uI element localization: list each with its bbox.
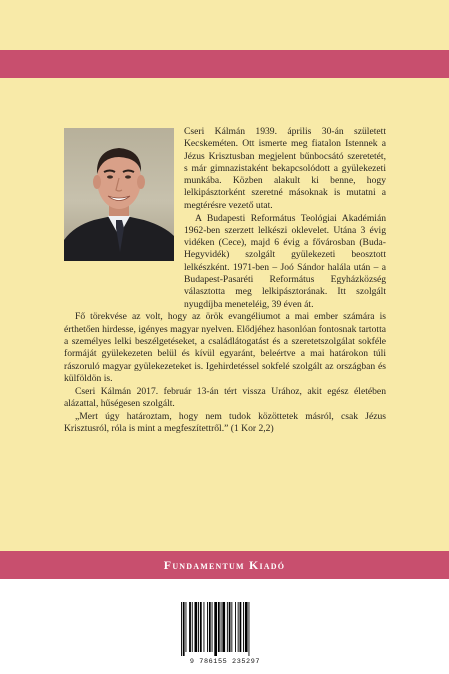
bio-paragraph-1: Cseri Kálmán 1939. április 30-án született Kecskeméten. Ott ismerte meg fiatalon Istennek a Jézus Krisztusban megjelent bűnbocsátó szeretetét, s már gimnazistaként bekapcsolódott a gyülekezeti munkába. Közben alakult ki benne, hogy lelkipásztorként szeretné másoknak is mutatni a megtérésre vezető utat.: [184, 126, 386, 211]
top-decorative-band: [0, 50, 449, 78]
barcode-icon: [179, 602, 271, 656]
bio-paragraph-2: A Budapesti Református Teológiai Akadémián 1962-ben szerzett lelkészi oklevelet. Utána 3 évig vidéken (Cece), majd 6 évig a fővárosban (Buda-Hegyvidék) szolgált gyülekezeti beosztott lelkészként. 1971-ben – Joó Sándor halála után – a Budapest-Pasaréti Református Egyházközség választotta meg lelkipásztorának. Itt szolgált nyugdíjba meneteléig, 39 éven át.: [184, 212, 386, 310]
publisher-band: [0, 551, 449, 579]
bible-quote: „Mert úgy határoztam, hogy nem tudok közöttetek másról, csak Jézus Krisztusról, róla is mint a megfeszítettről.” (1 Kor 2,2): [64, 410, 386, 435]
author-biography: [64, 126, 386, 436]
publisher-name: Fundamentum Kiadó: [163, 557, 286, 572]
bio-paragraph-4: Cseri Kálmán 2017. február 13-án tért vissza Urához, akit egész életében alázattal, hűségesen szolgált.: [64, 385, 386, 410]
isbn-number: 9 786155 235297: [189, 658, 261, 666]
bio-paragraph-3: Fő törekvése az volt, hogy az örök evangéliumot a mai ember számára is érthetően hirdesse, igényes magyar nyelven. Elődjéhez hasonlóan fontosnak tartotta a személyes lelki beszélgetéseket, a családlátogatást és a szeretetszolgálat sokféle formáját gyülekezeten belül és kívül egyaránt, beleértve a mai határokon túli rászoruló magyar gyülekezeteket is. Igehirdetéssel sokfelé szolgált az országban és külföldön is.: [64, 311, 386, 384]
